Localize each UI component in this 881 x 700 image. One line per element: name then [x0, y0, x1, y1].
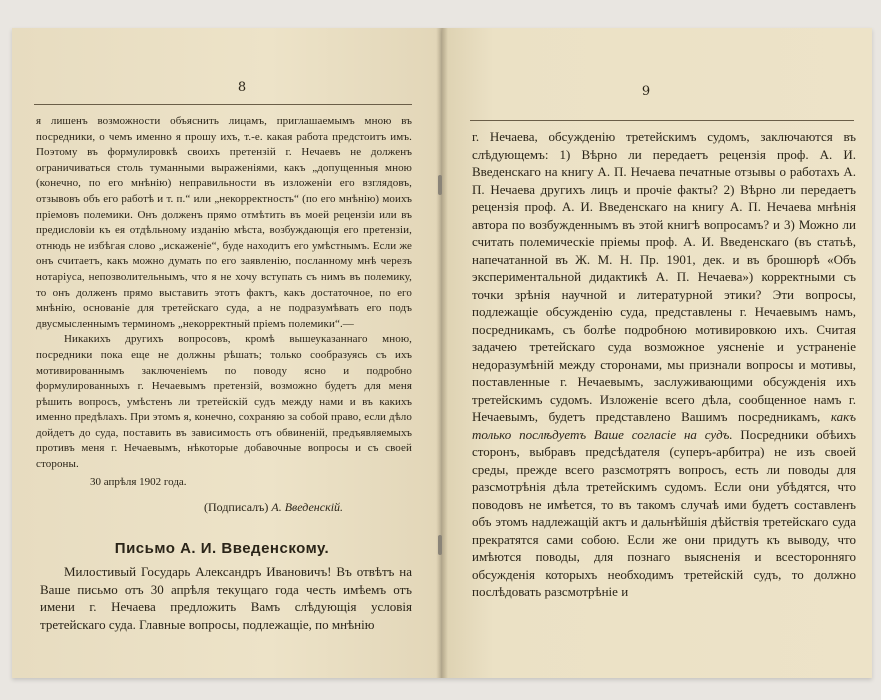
header-rule — [470, 120, 854, 121]
paragraph: я лишенъ возможности объяснить лицамъ, приглашаемымъ мною въ посредники, о чемъ именно я прошу ихъ, т.-е. какая работа предстоитъ имъ. Поэтому въ формулировкѣ своихъ претензій г. Нечаевъ не долженъ ограничиваться столь туманными выраженіями, какъ „допущенныя мною (конечно, по его мнѣнію) неправильности въ изложеніи его взглядовъ, отзывовъ объ его работѣ и т. п.“ или „некорректность“ (по его мнѣнію) моихъ пріемовъ полемики. Онъ долженъ прямо отмѣтить въ моей рецензіи или въ предисловіи къ ея отдѣльному изданію мѣста, возбуждающія его претензіи, отнюдь не избѣгая слово „искаженіе“, буде находитъ его умѣстнымъ. Если же онъ считаетъ, какъ можно думать по его заявленію, посланному мнѣ черезъ нотаріуса, непозволительнымъ, что я не хочу вступать съ нимъ въ полемику, то онъ долженъ прямо выставить этотъ фактъ, какъ достаточное, по его мнѣнію, основаніе для третейскаго суда, а не подразумѣвать его подъ двусмысленнымъ терминомъ „некорректный пріемъ полемики“.— — [36, 115, 412, 330]
signature-label: (Подписалъ) — [204, 500, 269, 514]
letter-title: Письмо А. И. Введенскому. — [114, 540, 330, 557]
paragraph — [472, 128, 856, 601]
text-run: г. Нечаева, обсужденію третейскимъ судомъ, заключаются въ слѣдующемъ: 1) Вѣрно ли передаетъ рецензія проф. А. И. Введенскаго на книгу А. П. Нечаева печатные отзывы о работахъ А. П. Нечаева другихъ лицъ и прочіе факты? 2) Вѣрно ли передаетъ рецензія проф. А. И. Введенскаго на книгу А. П. Нечаева мнѣнія автора по возбужденнымъ въ этой книгѣ вопросамъ? и 3) Можно ли считать полемическіе пріемы проф. А. И. Введенскаго (въ статьѣ, напечатанной въ Ж. М. Н. Пр. 1901, дек. и въ брошюрѣ «Объ экспериментальной дидактикѣ А. П. Нечаева») корректными съ точки зрѣнія научной и литературной этики? Эти вопросы, подлежащіе обсужденію суда, представлены г. Нечаевымъ намъ, посредникамъ, съ болѣе подробною мотивировкою ихъ. Считая задачею третейскаго суда возможное уясненіе и устраненіе недоразумѣній между сторонами, мы признали вопросы и мотивы, поставленные г. Нечаевымъ, заслуживающими обсужденія ихъ третейскимъ судомъ. Изложеніе всего дѣла, сообщенное намъ г. Нечаевымъ, будетъ представлено Вашимъ посредникамъ, — [472, 129, 856, 424]
book-gutter — [436, 28, 448, 678]
body-text — [36, 114, 412, 473]
body-text — [472, 128, 856, 601]
page-number: 9 — [641, 84, 651, 99]
letter-date: 30 апрѣля 1902 года. — [90, 476, 187, 488]
paragraph: Милостивый Государь Александръ Ивановичъ! Въ отвѣтъ на Ваше письмо отъ 30 апрѣля текущаго года честь имѣемъ отъ имени г. Нечаева предложить Вамъ слѣдующія условія третейскаго суда. Главные вопросы, подлежащіе, по мнѣнію — [40, 564, 412, 632]
left-page — [12, 28, 442, 678]
header-rule — [34, 104, 412, 105]
signature-name: А. Введенскій. — [271, 500, 344, 514]
binding-staple — [438, 175, 442, 195]
text-run: Посредники обѣихъ сторонъ, выбравъ предсѣдателя (суперъ-арбитра) не изъ своей среды, прежде всего разсмотрятъ вопросъ, есть ли поводы для разсмотрѣнія дѣла третейскимъ судомъ. Если они убѣдятся, что поводовъ не имѣется, то въ такомъ случаѣ ими будетъ составленъ объ этомъ надлежащій актъ и дальнѣйшія дѣйствія третейскаго суда прекратятся сами собою. Если же они придутъ къ выводу, что имѣются поводы, для познаго выясненія и всесторонняго обсужденія которыхъ необходимъ третейскій судъ, то должно послѣдовать разсмотрѣніе и — [472, 426, 856, 599]
right-page — [442, 28, 872, 678]
paragraph: Никакихъ другихъ вопросовъ, кромѣ вышеуказаннаго мною, посредники пока еще не должны рѣшать; только сообразуясь съ ихъ мотивированнымъ заключеніемъ по поводу ясно и подробно формулированныхъ г. Нечаевымъ претензій, возможно будетъ для меня рѣшить вопросъ, умѣстенъ ли третейскій судъ между нами и въ какихъ именно предѣлахъ. При этомъ я, конечно, сохраняю за собой право, если дѣло дойдетъ до суда, поставить въ зависимость отъ обвиненій, предъявляемыхъ противъ меня г. Нечаевымъ, нѣкоторые добавочные вопросы и съ своей стороны. — [36, 333, 412, 471]
signature — [204, 500, 343, 515]
page-number: 8 — [237, 80, 247, 95]
italic-phrase: какъ только послѣдуетъ Ваше согласіе на судъ. — [472, 409, 856, 442]
binding-staple — [438, 535, 442, 555]
letter-body — [40, 563, 412, 633]
